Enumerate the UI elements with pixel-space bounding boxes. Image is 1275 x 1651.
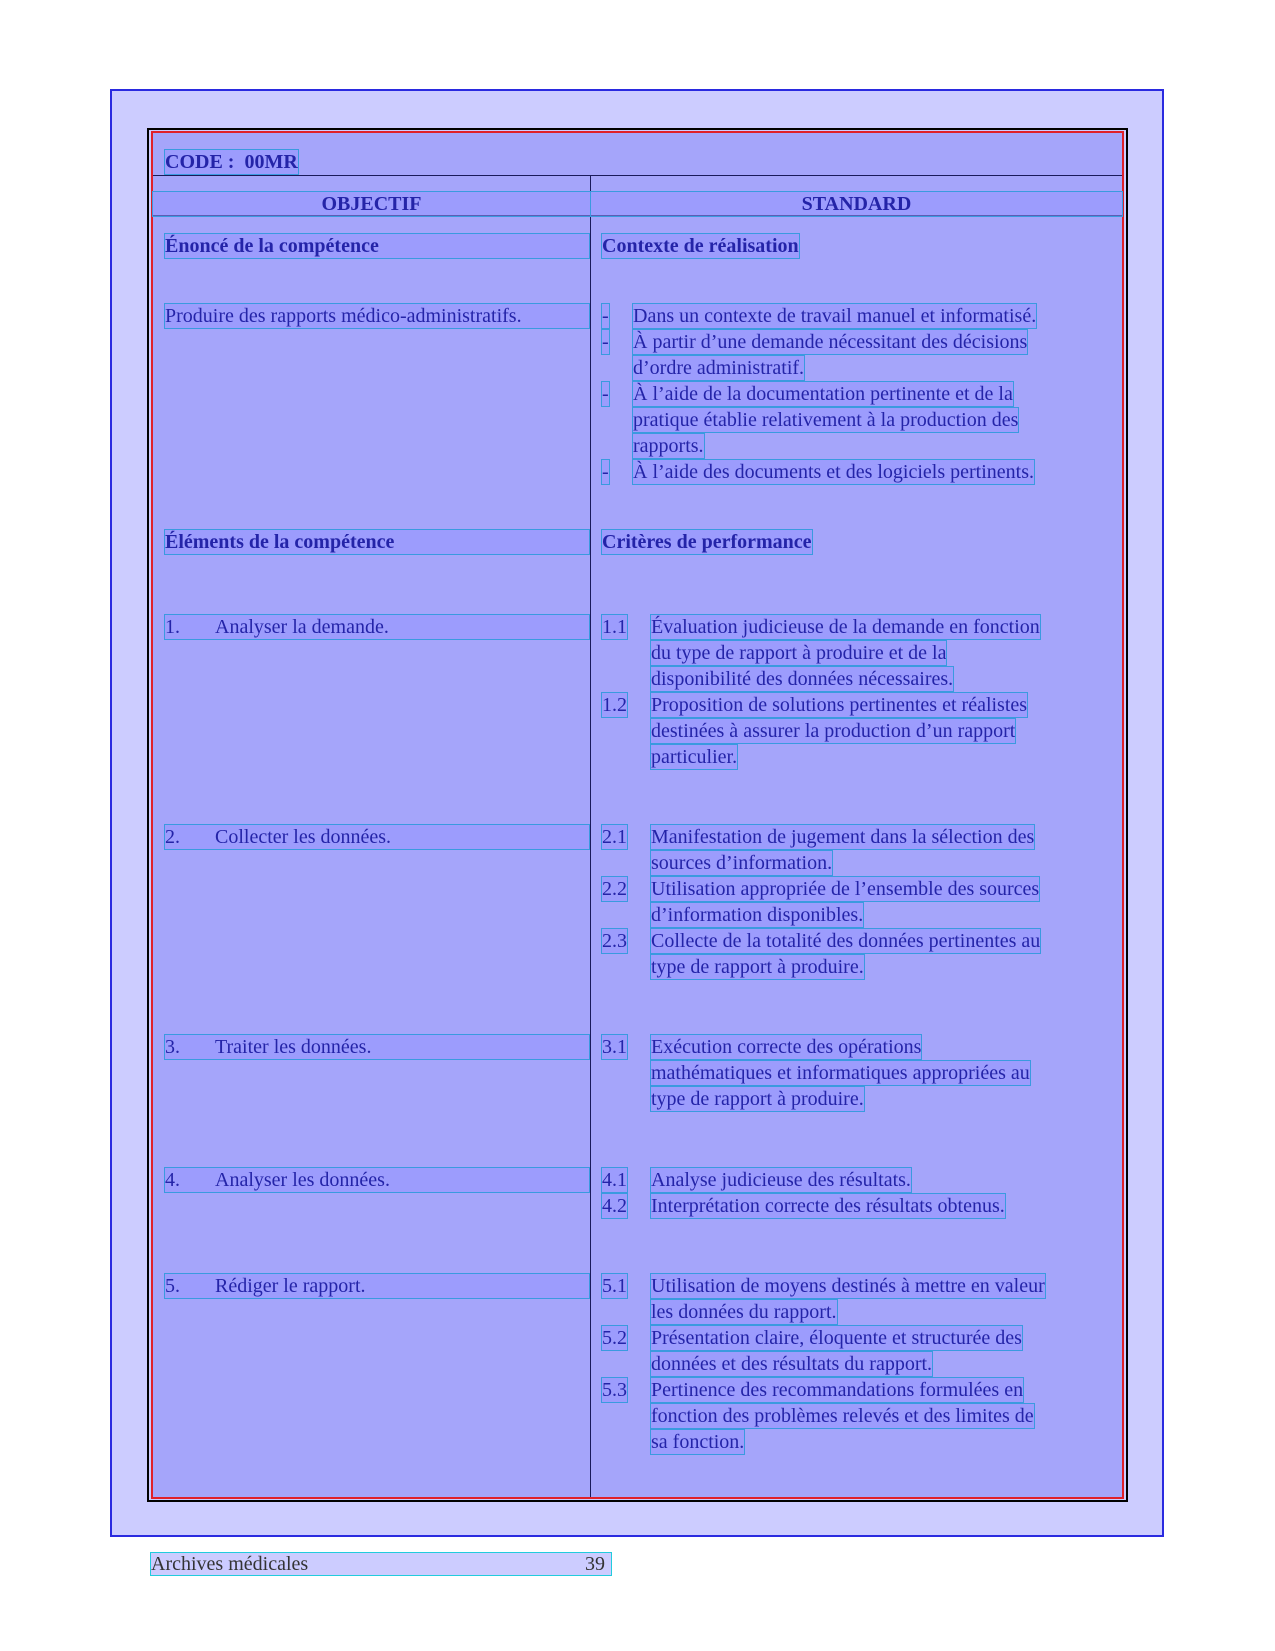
- context-item-line: À partir d’une demande nécessitant des décisions: [633, 331, 1028, 353]
- criterion-number: 2.2: [602, 878, 627, 900]
- element-text: Rédiger le rapport.: [215, 1275, 366, 1297]
- context-item-line: pratique établie relativement à la production des: [633, 409, 1019, 431]
- criterion-number: 1.1: [602, 616, 627, 638]
- context-item-line: À l’aide des documents et des logiciels pertinents.: [633, 461, 1035, 483]
- criterion-line: sources d’information.: [651, 852, 833, 874]
- criterion-line: les données du rapport.: [651, 1301, 837, 1323]
- footer-title: Archives médicales: [151, 1553, 309, 1575]
- context-bullet: -: [602, 305, 609, 327]
- element-text: Analyser les données.: [215, 1169, 390, 1191]
- criterion-line: Analyse judicieuse des résultats.: [651, 1169, 911, 1191]
- code-value: 00MR: [244, 151, 298, 173]
- criterion-number: 5.3: [602, 1379, 627, 1401]
- element-number: 2.: [165, 825, 589, 849]
- criterion-line: du type de rapport à produire et de la: [651, 642, 947, 664]
- criterion-line: particulier.: [651, 746, 738, 768]
- element-text: Traiter les données.: [215, 1036, 372, 1058]
- criterion-line: Utilisation appropriée de l’ensemble des sources: [651, 878, 1040, 900]
- context-bullet: -: [602, 331, 609, 353]
- element-text: Collecter les données.: [215, 826, 392, 848]
- criterion-number: 5.1: [602, 1275, 627, 1297]
- criterion-number: 1.2: [602, 694, 627, 716]
- criterion-line: Collecte de la totalité des données pertinentes au: [651, 930, 1041, 952]
- element-number: 1.: [165, 615, 589, 639]
- criterion-line: Présentation claire, éloquente et structurée des: [651, 1327, 1022, 1349]
- criterion-line: disponibilité des données nécessaires.: [651, 668, 954, 690]
- criterion-line: destinées à assurer la production d’un rapport: [651, 720, 1016, 742]
- criterion-line: Pertinence des recommandations formulées en: [651, 1379, 1024, 1401]
- competency-statement: Produire des rapports médico-administratifs.: [165, 304, 589, 328]
- element-text: Analyser la demande.: [215, 616, 389, 638]
- code-line: [165, 150, 298, 174]
- element-number: 3.: [165, 1035, 589, 1059]
- criterion-line: Évaluation judicieuse de la demande en fonction: [651, 616, 1040, 638]
- code-label: CODE :: [165, 151, 235, 173]
- context-item-line: Dans un contexte de travail manuel et informatisé.: [633, 305, 1037, 327]
- criteria-title: Critères de performance: [602, 531, 812, 553]
- header-rule-top: [153, 175, 1122, 176]
- criterion-line: Exécution correcte des opérations: [651, 1036, 922, 1058]
- criterion-number: 2.1: [602, 826, 627, 848]
- criterion-number: 4.2: [602, 1195, 627, 1217]
- criterion-line: type de rapport à produire.: [651, 956, 864, 978]
- criterion-line: Interprétation correcte des résultats obtenus.: [651, 1195, 1005, 1217]
- context-title: Contexte de réalisation: [602, 235, 799, 257]
- header-objectif: OBJECTIF: [153, 192, 590, 216]
- elements-title: Éléments de la compétence: [165, 530, 589, 554]
- criterion-line: Proposition de solutions pertinentes et réalistes: [651, 694, 1028, 716]
- criterion-number: 2.3: [602, 930, 627, 952]
- context-bullet: -: [602, 461, 609, 483]
- footer-page-number: 39: [585, 1553, 605, 1575]
- header-standard: STANDARD: [591, 192, 1122, 216]
- element-number: 4.: [165, 1168, 589, 1192]
- criterion-line: type de rapport à produire.: [651, 1088, 864, 1110]
- context-item-line: À l’aide de la documentation pertinente et de la: [633, 383, 1013, 405]
- context-bullet: -: [602, 383, 609, 405]
- criterion-number: 5.2: [602, 1327, 627, 1349]
- criterion-number: 3.1: [602, 1036, 627, 1058]
- criterion-line: Manifestation de jugement dans la sélection des: [651, 826, 1035, 848]
- criterion-line: sa fonction.: [651, 1431, 745, 1453]
- criterion-line: d’information disponibles.: [651, 904, 864, 926]
- statement-title: Énoncé de la compétence: [165, 234, 589, 258]
- context-item-line: d’ordre administratif.: [633, 357, 805, 379]
- criterion-number: 4.1: [602, 1169, 627, 1191]
- element-number: 5.: [165, 1274, 589, 1298]
- criterion-line: Utilisation de moyens destinés à mettre en valeur: [651, 1275, 1045, 1297]
- column-divider: [590, 176, 591, 1497]
- criterion-line: mathématiques et informatiques appropriées au: [651, 1062, 1030, 1084]
- criterion-line: fonction des problèmes relevés et des limites de: [651, 1405, 1034, 1427]
- criterion-line: données et des résultats du rapport.: [651, 1353, 933, 1375]
- context-item-line: rapports.: [633, 435, 704, 457]
